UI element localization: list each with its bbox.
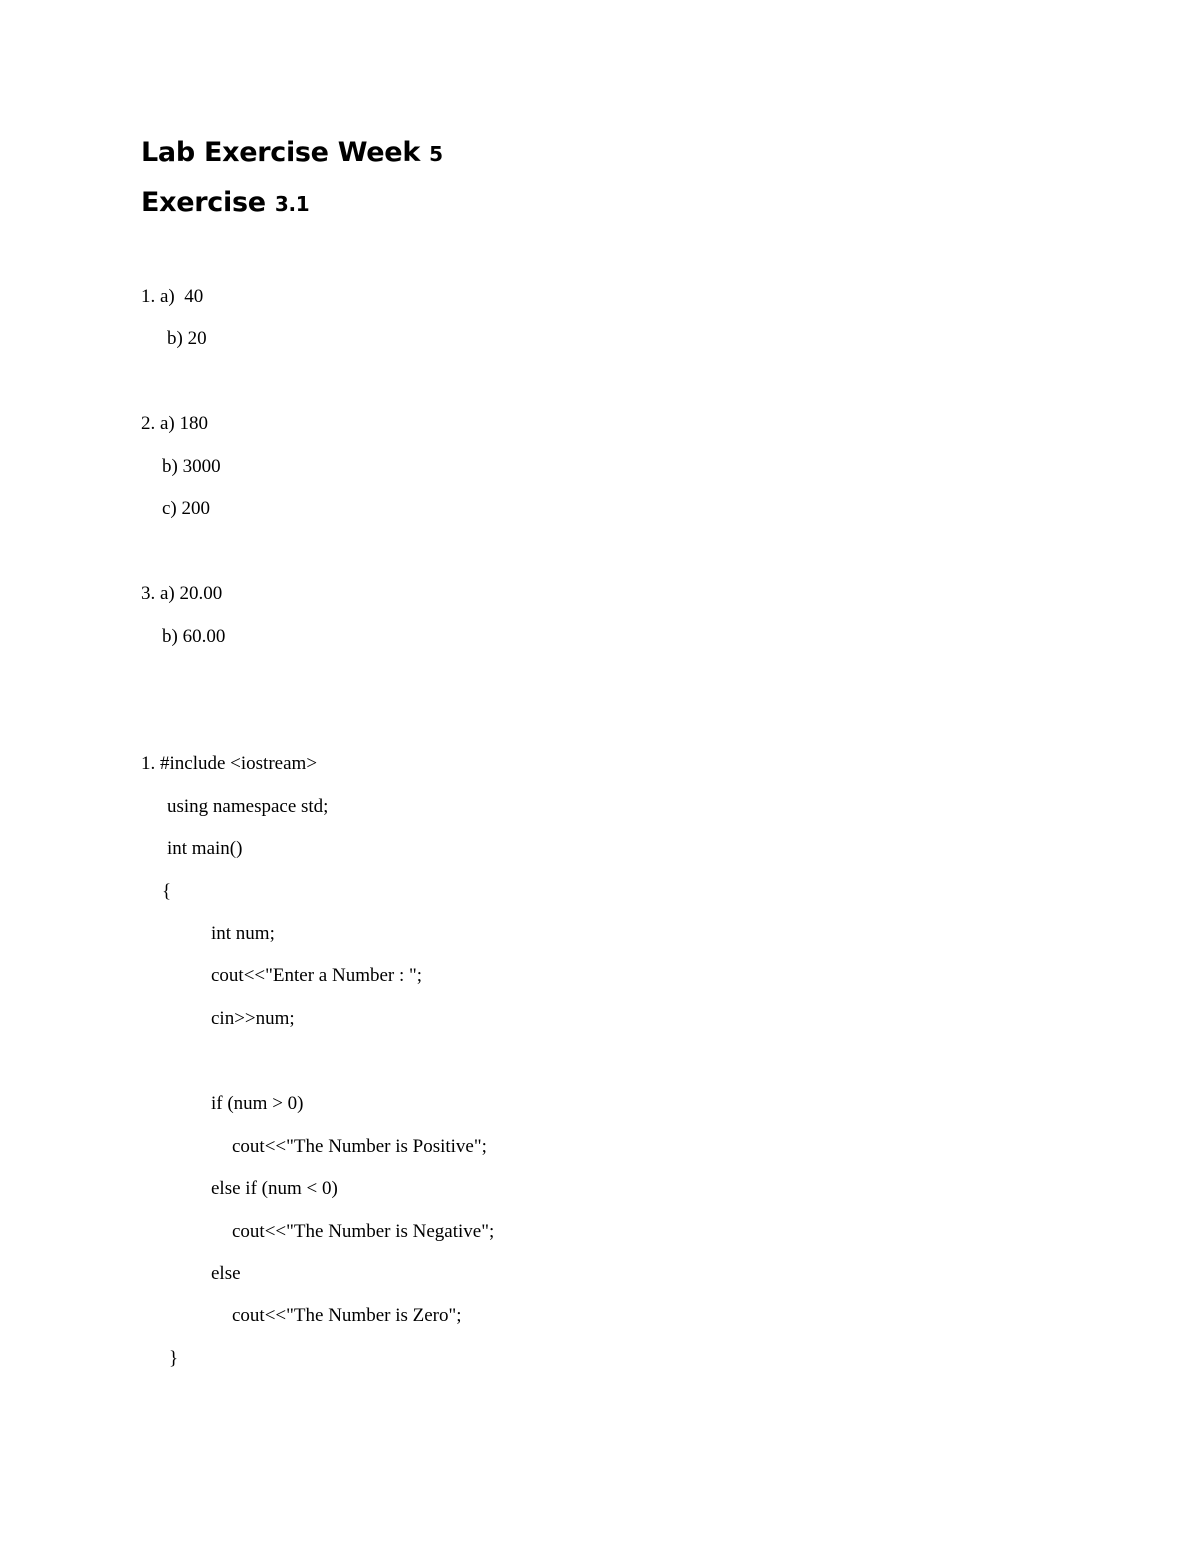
title-text: Lab Exercise Week [141,137,420,168]
code-line: cout<<"Enter a Number : "; [211,965,423,986]
exercise-text: Exercise [141,187,266,218]
code-line: cout<<"The Number is Negative"; [232,1221,495,1242]
answer-1a: 1. a) 40 [141,286,204,307]
answer-2c: c) 200 [162,498,211,519]
code-line: int num; [211,923,275,944]
title-week-number: 5 [429,142,443,166]
answer-1b: b) 20 [167,328,207,349]
code-line: cin>>num; [211,1008,295,1029]
exercise-heading [141,187,309,220]
code-line: int main() [167,838,243,859]
code-line: } [169,1348,179,1369]
answer-3b: b) 60.00 [162,626,226,647]
code-line: using namespace std; [167,796,329,817]
code-line: else [211,1263,241,1284]
exercise-number: 3.1 [274,192,310,216]
code-line: if (num > 0) [211,1093,304,1114]
answer-3a: 3. a) 20.00 [141,583,223,604]
answer-2a: 2. a) 180 [141,413,209,434]
code-line: 1. #include <iostream> [141,753,318,774]
answer-2b: b) 3000 [162,456,221,477]
code-line: cout<<"The Number is Positive"; [232,1136,487,1157]
code-line: else if (num < 0) [211,1178,338,1199]
code-line: cout<<"The Number is Zero"; [232,1305,462,1326]
code-line: { [162,881,172,902]
document-title [141,137,443,170]
